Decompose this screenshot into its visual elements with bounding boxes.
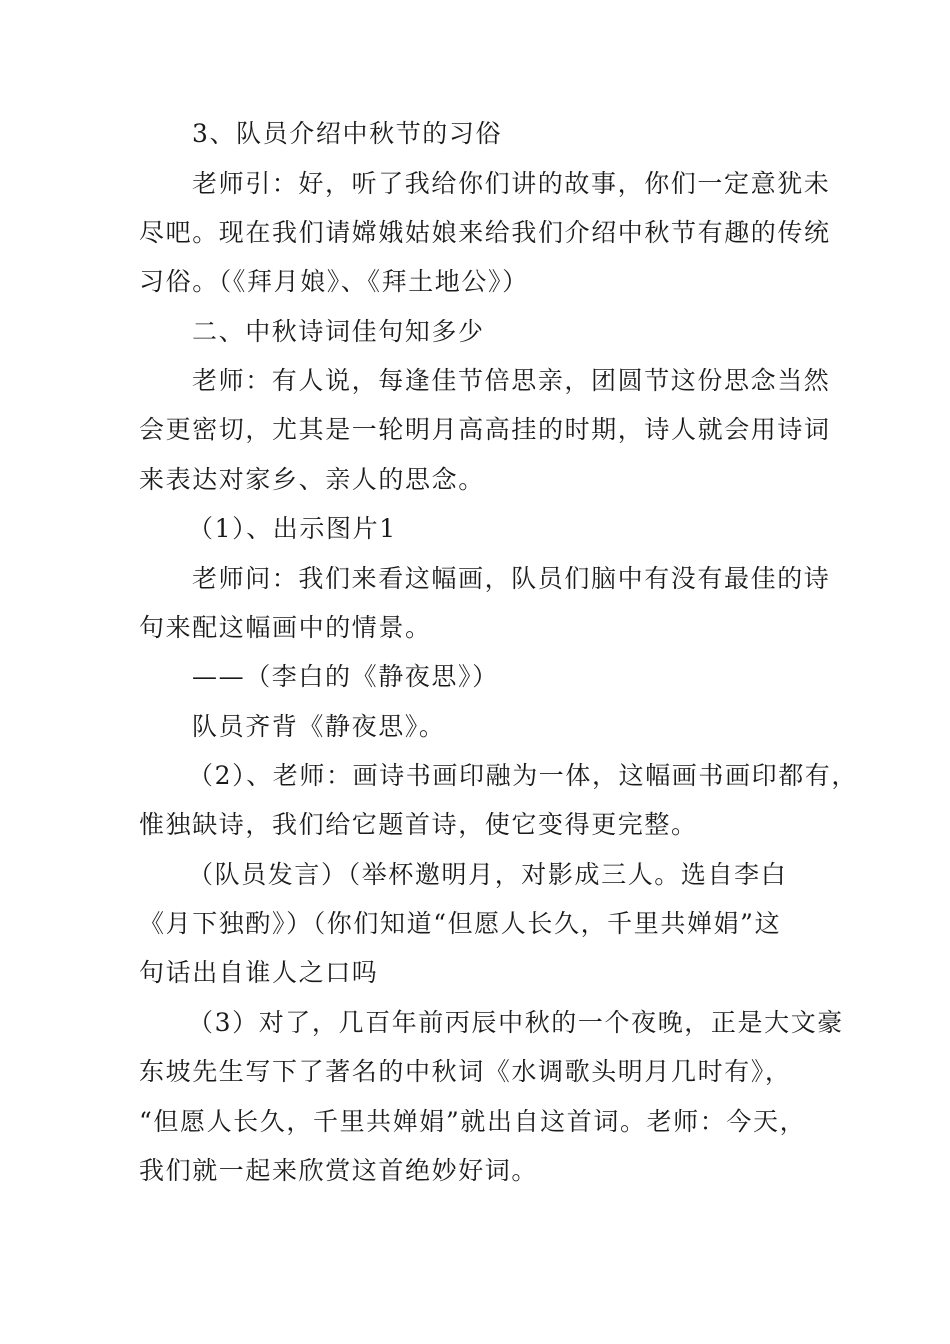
text-line: 老师：有人说，每逢佳节倍思亲，团圆节这份思念当然 (192, 366, 831, 395)
text-line: “但愿人长久，千里共婵娟”就出自这首词。老师：今天， (139, 1107, 807, 1136)
text-line: 句话出自谁人之口吗 (139, 958, 379, 987)
text-line: 二、中秋诗词佳句知多少 (192, 317, 485, 346)
text-line: 《月下独酌》）（你们知道“但愿人长久，千里共婵娟”这 (139, 909, 782, 938)
text-line: ——（李白的《静夜思》） (192, 662, 499, 691)
text-line: （2）、老师：画诗书画印融为一体，这幅画书画印都有， (188, 761, 859, 790)
text-line: 惟独缺诗，我们给它题首诗，使它变得更完整。 (139, 810, 698, 839)
text-line: 东坡先生写下了著名的中秋词《水调歌头明月几时有》， (139, 1057, 792, 1086)
text-line: （1）、出示图片1 (188, 514, 397, 543)
text-line: 来表达对家乡、亲人的思念。 (139, 465, 485, 494)
text-line: 队员齐背《静夜思》。 (192, 712, 446, 741)
text-line: （队员发言）（举杯邀明月，对影成三人。选自李白 (188, 860, 788, 889)
text-line: 3、队员介绍中秋节的习俗 (192, 119, 503, 148)
text-line: 尽吧。现在我们请嫦娥姑娘来给我们介绍中秋节有趣的传统 (139, 218, 831, 247)
text-line: 句来配这幅画中的情景。 (139, 613, 432, 642)
text-line: 老师问：我们来看这幅画，队员们脑中有没有最佳的诗 (192, 564, 831, 593)
text-line: 会更密切，尤其是一轮明月高高挂的时期，诗人就会用诗词 (139, 415, 831, 444)
text-line: 习俗。（《拜月娘》、《拜土地公》） (139, 267, 529, 296)
text-line: （3）对了，几百年前丙辰中秋的一个夜晚，正是大文豪 (188, 1008, 844, 1037)
text-line: 我们就一起来欣赏这首绝妙好词。 (139, 1156, 539, 1185)
text-line: 老师引：好，听了我给你们讲的故事，你们一定意犹未 (192, 169, 831, 198)
